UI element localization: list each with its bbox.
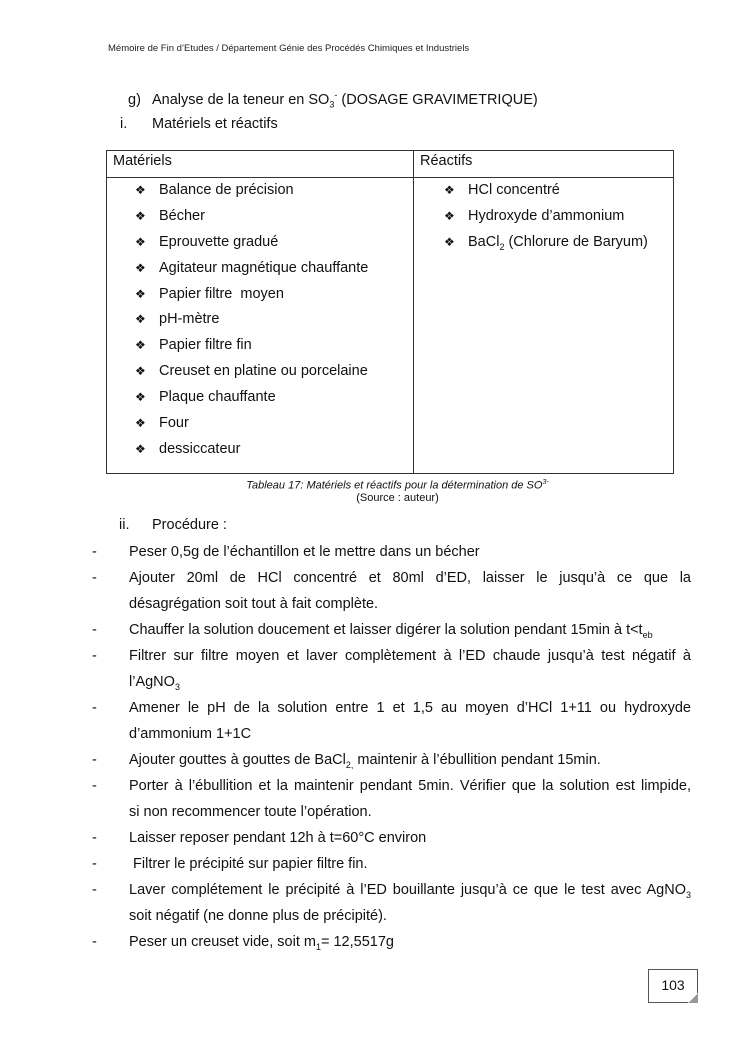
- diamond-bullet-icon: ❖: [135, 441, 146, 456]
- dash-bullet: -: [92, 544, 97, 560]
- step-3-text: Chauffer la solution doucement et laisser digérer la solution pendant 15min à t<t: [129, 622, 643, 638]
- step-11-text: Peser un creuset vide, soit m: [129, 934, 316, 950]
- list-item: [107, 415, 413, 441]
- diamond-bullet-icon: ❖: [135, 338, 146, 353]
- procedure-step-10-line-1: [129, 882, 691, 900]
- procedure-step-9: Filtrer le précipité sur papier filtre fin.: [129, 856, 368, 872]
- list-item: [414, 182, 673, 208]
- diamond-bullet-icon: ❖: [444, 183, 455, 197]
- procedure-step-2-line-1: Ajouter 20ml de HCl concentré et 80ml d’ED, laisser le jusqu’à ce que la: [129, 570, 691, 586]
- bacl2-text: BaCl: [468, 233, 500, 250]
- teb-subscript: eb: [642, 629, 653, 640]
- page-fold-corner: [688, 993, 698, 1003]
- list-item-label: Papier filtre moyen: [159, 285, 284, 302]
- list-item: [414, 234, 673, 260]
- diamond-bullet-icon: ❖: [135, 286, 146, 301]
- procedure-step-7-line-1: Porter à l’ébullition et la maintenir pendant 5min. Vérifier que la solution est limpide,: [129, 778, 691, 794]
- list-item: [107, 260, 413, 286]
- so3-subscript: 3: [329, 99, 335, 110]
- procedure-step-4-line-2: [129, 674, 691, 692]
- materiels-list: [107, 178, 413, 473]
- section-g-heading: [128, 90, 538, 110]
- bacl2-subscript: 2: [499, 241, 505, 252]
- list-item: [107, 389, 413, 415]
- list-item-label: Papier filtre fin: [159, 337, 252, 354]
- agno3-subscript: 3: [174, 681, 180, 692]
- procedure-step-5-line-2: d’ammonium 1+1C: [129, 726, 252, 742]
- dash-bullet: -: [92, 648, 97, 664]
- procedure-step-4-line-1: Filtrer sur filtre moyen et laver complètement à l’ED chaude jusqu’à test négatif à: [129, 648, 691, 664]
- table-caption: [0, 479, 745, 492]
- dash-bullet: -: [92, 778, 97, 794]
- list-item-label: HCl concentré: [468, 182, 560, 198]
- reactifs-cell: [414, 178, 674, 474]
- list-item-label: Four: [159, 415, 189, 432]
- section-i-heading: [120, 116, 278, 132]
- diamond-bullet-icon: ❖: [135, 234, 146, 249]
- diamond-bullet-icon: ❖: [135, 312, 146, 327]
- procedure-step-2-line-2: désagrégation soit tout à fait complète.: [129, 596, 379, 612]
- list-item: [107, 337, 413, 363]
- diamond-bullet-icon: ❖: [135, 260, 146, 275]
- dash-bullet: -: [92, 752, 97, 768]
- page-header: Mémoire de Fin d’Etudes / Département Génie des Procédés Chimiques et Industriels: [108, 43, 470, 54]
- dash-bullet: -: [92, 830, 97, 846]
- procedure-step-6: [129, 752, 691, 770]
- section-ii-number: ii.: [119, 517, 130, 533]
- caption-superscript: 3-: [542, 479, 549, 486]
- agno3-subscript: 3: [685, 889, 691, 900]
- section-i-number: i.: [120, 116, 128, 132]
- list-item: [107, 363, 413, 389]
- list-item: [107, 234, 413, 260]
- bacl2-name: (Chlorure de Baryum): [504, 233, 648, 250]
- section-g-text: Analyse de la teneur en SO: [152, 91, 330, 108]
- materiels-cell: [107, 178, 414, 474]
- list-item-label: Hydroxyde d’ammonium: [468, 207, 625, 224]
- caption-text: Tableau 17: Matériels et réactifs pour la détermination de SO: [246, 479, 543, 492]
- list-item-label: Balance de précision: [159, 182, 294, 198]
- procedure-step-5-line-1: Amener le pH de la solution entre 1 et 1,5 au moyen d’HCl 1+11 ou hydroxyde: [129, 700, 691, 716]
- step-6-text-b: maintenir à l’ébullition pendant 15min.: [353, 752, 601, 768]
- procedure-step-7-line-2: si non recommencer toute l’opération.: [129, 804, 372, 820]
- list-item: [107, 286, 413, 312]
- m1-subscript: 1: [315, 941, 321, 952]
- diamond-bullet-icon: ❖: [135, 208, 146, 223]
- list-item-label: Eprouvette gradué: [159, 233, 279, 250]
- diamond-bullet-icon: ❖: [444, 234, 455, 249]
- step-10-text: Laver complétement le précipité à l’ED bouillante jusqu’à ce que le test avec AgNO: [129, 882, 686, 898]
- diamond-bullet-icon: ❖: [135, 364, 146, 379]
- dash-bullet: -: [92, 882, 97, 898]
- agno3-text: l’AgNO: [129, 674, 175, 690]
- materials-reagents-table: [106, 150, 674, 474]
- list-item: [414, 208, 673, 234]
- list-item-label: Agitateur magnétique chauffante: [159, 259, 369, 276]
- step-6-text: Ajouter gouttes à gouttes de BaCl: [129, 752, 346, 768]
- list-item-label: Bécher: [159, 207, 205, 224]
- so3-superscript: -: [334, 90, 338, 100]
- list-item-label: [468, 234, 648, 256]
- page-number: 103: [661, 977, 685, 993]
- list-item: [107, 441, 413, 467]
- diamond-bullet-icon: ❖: [135, 416, 146, 431]
- reactifs-list: [414, 178, 673, 266]
- procedure-step-8: Laisser reposer pendant 12h à t=60°C environ: [129, 830, 427, 846]
- list-item: [107, 311, 413, 337]
- section-g-number: g): [128, 91, 141, 108]
- table-source: (Source : auteur): [356, 492, 439, 504]
- procedure-step-11: [129, 934, 691, 952]
- dash-bullet: -: [92, 700, 97, 716]
- page-number-box: [648, 969, 698, 1003]
- list-item-label: Plaque chauffante: [159, 389, 276, 406]
- procedure-step-10-line-2: soit négatif (ne donne plus de précipité).: [129, 908, 387, 924]
- diamond-bullet-icon: ❖: [135, 390, 146, 405]
- section-ii-heading: [119, 517, 227, 533]
- step-11-value: = 12,5517g: [321, 934, 394, 950]
- dash-bullet: -: [92, 570, 97, 586]
- section-g-text-b: (DOSAGE GRAVIMETRIQUE): [337, 91, 538, 108]
- list-item: [107, 182, 413, 208]
- diamond-bullet-icon: ❖: [444, 208, 455, 223]
- procedure-step-1: Peser 0,5g de l’échantillon et le mettre dans un bécher: [129, 544, 480, 560]
- diamond-bullet-icon: ❖: [135, 183, 146, 197]
- procedure-step-3: [129, 622, 691, 640]
- dash-bullet: -: [92, 934, 97, 950]
- list-item: [107, 208, 413, 234]
- list-item-label: Creuset en platine ou porcelaine: [159, 363, 368, 380]
- bacl2-subscript: 2,: [345, 759, 354, 770]
- table-header-materiels: Matériels: [107, 151, 414, 178]
- list-item-label: pH-mètre: [159, 311, 220, 328]
- dash-bullet: -: [92, 856, 97, 872]
- section-ii-title: Procédure :: [152, 517, 227, 533]
- dash-bullet: -: [92, 622, 97, 638]
- list-item-label: dessiccateur: [159, 440, 241, 457]
- table-header-reactifs: Réactifs: [414, 151, 674, 178]
- section-i-title: Matériels et réactifs: [152, 116, 278, 132]
